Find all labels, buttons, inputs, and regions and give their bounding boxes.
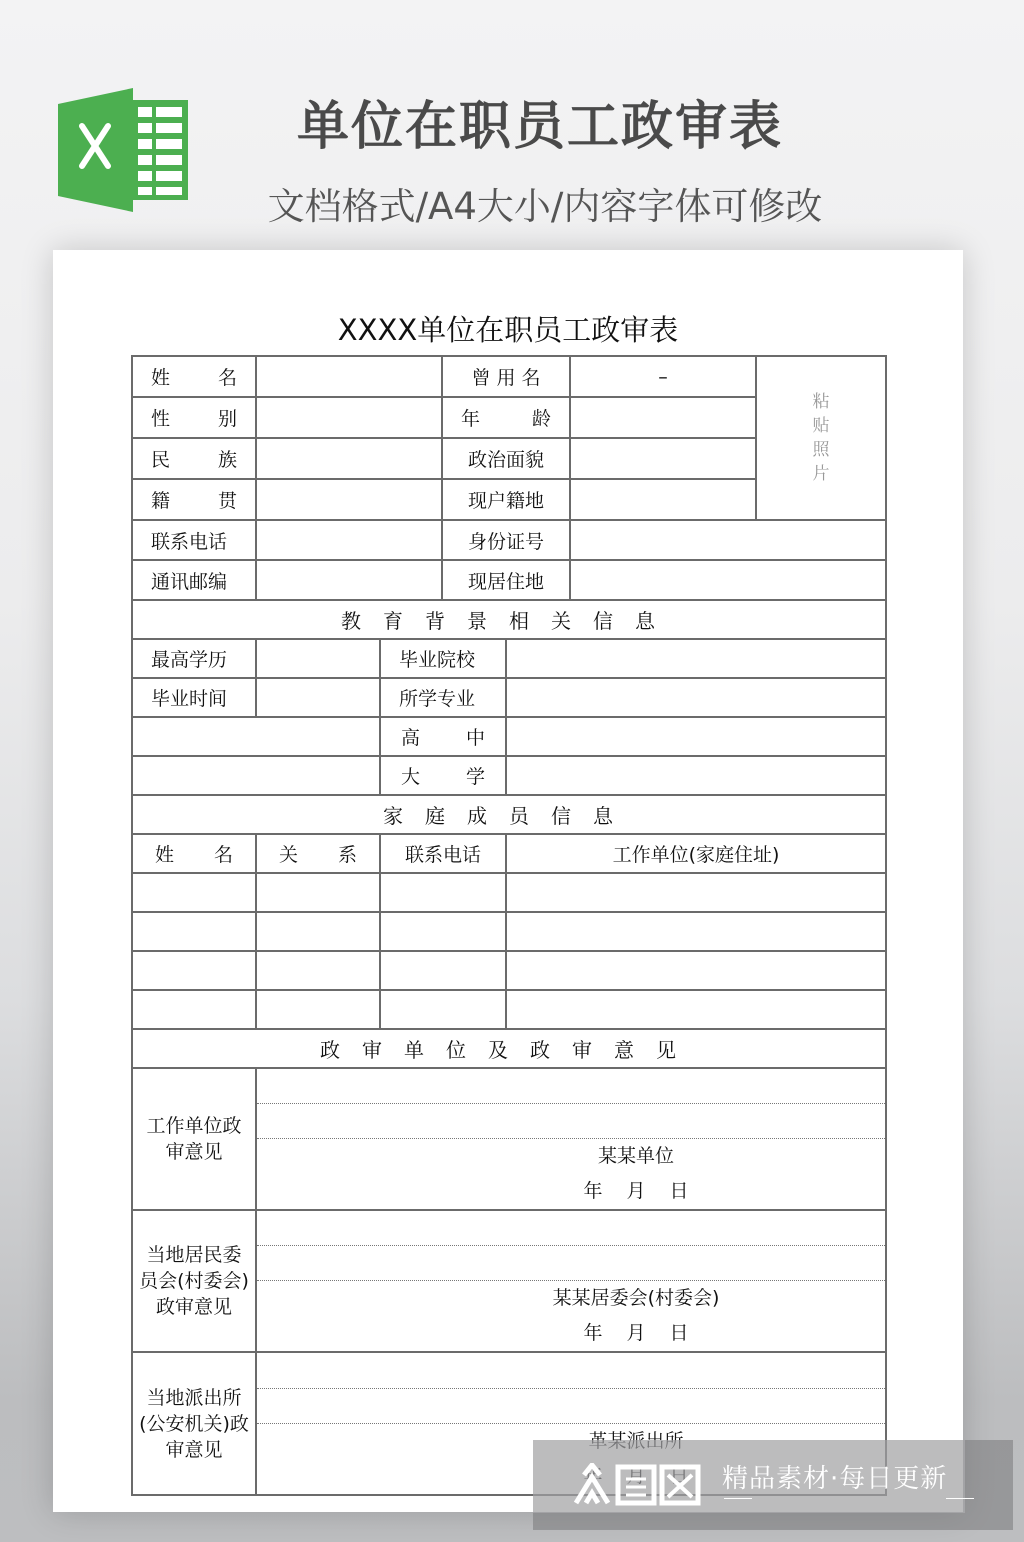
current-address-field[interactable] xyxy=(570,560,886,600)
label-graduate-school: 毕业院校 xyxy=(380,639,506,678)
family-workplace-cell[interactable] xyxy=(506,912,886,951)
label-name: 姓 名 xyxy=(132,356,256,397)
residents-committee-opinion-field[interactable] xyxy=(256,1210,886,1352)
excel-icon xyxy=(58,88,188,212)
high-school-field[interactable] xyxy=(506,717,886,756)
former-name-field[interactable]: – xyxy=(570,356,756,397)
watermark-slogan: 精品素材·每日更新 xyxy=(722,1464,948,1494)
page-title: 单位在职员工政审表 xyxy=(296,97,783,157)
label-residents-committee-opinion: 当地居民委员会(村委会)政审意见 xyxy=(132,1210,256,1352)
family-name-cell[interactable] xyxy=(132,990,256,1029)
work-unit-date: 年 月 日 xyxy=(583,1180,689,1202)
id-number-field[interactable] xyxy=(570,520,886,560)
label-graduation-date: 毕业时间 xyxy=(132,678,256,717)
section-review-title: 政审单位及政审意见 xyxy=(132,1029,886,1068)
label-highest-degree: 最高学历 xyxy=(132,639,256,678)
document-title: XXXX单位在职员工政审表 xyxy=(337,313,679,347)
col-header-relation: 关 系 xyxy=(256,834,380,873)
label-phone: 联系电话 xyxy=(132,520,256,560)
label-gender: 性 别 xyxy=(132,397,256,438)
col-header-phone: 联系电话 xyxy=(380,834,506,873)
label-age: 年 龄 xyxy=(442,397,570,438)
phone-field[interactable] xyxy=(256,520,442,560)
label-police-station-opinion: 当地派出所(公安机关)政审意见 xyxy=(132,1352,256,1495)
family-row xyxy=(132,990,886,1029)
family-workplace-cell[interactable] xyxy=(506,951,886,990)
family-row xyxy=(132,912,886,951)
postal-code-field[interactable] xyxy=(256,560,442,600)
major-field[interactable] xyxy=(506,678,886,717)
review-form-table xyxy=(131,355,887,1496)
name-field[interactable] xyxy=(256,356,442,397)
page-subtitle: 文档格式/A4大小/内容字体可修改 xyxy=(267,185,823,228)
watermark-dash xyxy=(724,1498,752,1499)
label-postal-code: 通讯邮编 xyxy=(132,560,256,600)
watermark-dash xyxy=(946,1498,974,1499)
col-header-name: 姓 名 xyxy=(132,834,256,873)
family-phone-cell[interactable] xyxy=(380,873,506,912)
university-field[interactable] xyxy=(506,756,886,795)
highest-degree-field[interactable] xyxy=(256,639,380,678)
residents-committee-date: 年 月 日 xyxy=(583,1322,689,1344)
native-place-field[interactable] xyxy=(256,479,442,520)
label-ethnicity: 民 族 xyxy=(132,438,256,479)
label-former-name: 曾 用 名 xyxy=(442,356,570,397)
ethnicity-field[interactable] xyxy=(256,438,442,479)
graduate-school-field[interactable] xyxy=(506,639,886,678)
work-unit-signer: 某某单位 xyxy=(597,1145,674,1167)
label-current-address: 现居住地 xyxy=(442,560,570,600)
university-period-field[interactable] xyxy=(132,756,380,795)
family-name-cell[interactable] xyxy=(132,912,256,951)
work-unit-opinion-field[interactable] xyxy=(256,1068,886,1210)
political-status-field[interactable] xyxy=(570,438,756,479)
family-relation-cell[interactable] xyxy=(256,951,380,990)
family-workplace-cell[interactable] xyxy=(506,873,886,912)
label-political-status: 政治面貌 xyxy=(442,438,570,479)
family-phone-cell[interactable] xyxy=(380,990,506,1029)
label-household-registration: 现户籍地 xyxy=(442,479,570,520)
photo-placeholder[interactable]: 粘 贴 照 片 xyxy=(756,356,886,520)
family-phone-cell[interactable] xyxy=(380,951,506,990)
residents-committee-signer: 某某居委会(村委会) xyxy=(552,1287,720,1309)
family-relation-cell[interactable] xyxy=(256,873,380,912)
family-name-cell[interactable] xyxy=(132,951,256,990)
section-education-title: 教育背景相关信息 xyxy=(132,600,886,639)
family-relation-cell[interactable] xyxy=(256,912,380,951)
family-phone-cell[interactable] xyxy=(380,912,506,951)
label-high-school: 高 中 xyxy=(380,717,506,756)
high-school-period-field[interactable] xyxy=(132,717,380,756)
section-family-title: 家庭成员信息 xyxy=(132,795,886,834)
family-row xyxy=(132,951,886,990)
family-row xyxy=(132,873,886,912)
label-work-unit-opinion: 工作单位政审意见 xyxy=(132,1068,256,1210)
household-registration-field[interactable] xyxy=(570,479,756,520)
age-field[interactable] xyxy=(570,397,756,438)
graduation-date-field[interactable] xyxy=(256,678,380,717)
brand-logo-icon xyxy=(572,1463,712,1507)
col-header-workplace: 工作单位(家庭住址) xyxy=(506,834,886,873)
gender-field[interactable] xyxy=(256,397,442,438)
family-workplace-cell[interactable] xyxy=(506,990,886,1029)
label-id-number: 身份证号 xyxy=(442,520,570,560)
family-relation-cell[interactable] xyxy=(256,990,380,1029)
label-native-place: 籍 贯 xyxy=(132,479,256,520)
label-major: 所学专业 xyxy=(380,678,506,717)
label-university: 大 学 xyxy=(380,756,506,795)
family-name-cell[interactable] xyxy=(132,873,256,912)
